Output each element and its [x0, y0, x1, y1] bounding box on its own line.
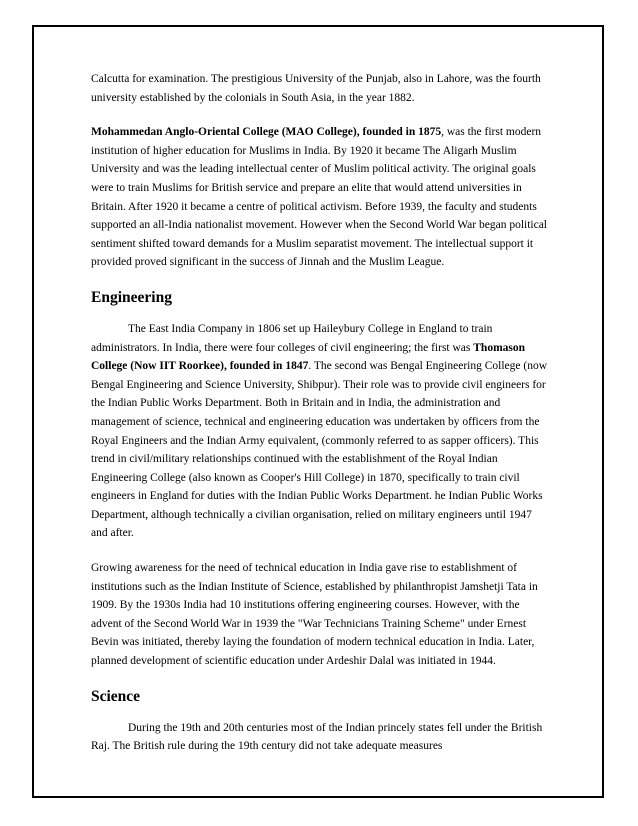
mao-college-text: , was the first modern institution of higher education for Muslims in India. By 1920 it became The Aligarh Muslim University and was the leading intellectual center of Muslim political activity. The original goals were to train Muslims for British service and prepare an elite that would attend universities in Britain. After 1920 it became a centre of political activism. Before 1939, the faculty and students supported an all-India nationalist movement. However when the Second World War began political sentiment shifted toward demands for a Muslim separatist movement. The intellectual support it provided proved significant in the success of Jinnah and the Muslim League. [91, 126, 548, 269]
paragraph-punjab-university: Calcutta for examination. The prestigious University of the Punjab, also in Lahore, was the fourth university established by the colonials in South Asia, in the year 1882. [91, 73, 541, 104]
heading-engineering: Engineering [91, 288, 172, 306]
heading-science: Science [91, 687, 141, 705]
paragraph-technical-education: Growing awareness for the need of technical education in India gave rise to establishment of institutions such as the Indian Institute of Science, established by philanthropist Jamshetji Tata in 1909. By the 1930s India had 10 institutions offering engineering courses. However, with the advent of the Second World War in 1939 the "War Technicians Training Scheme" under Ernest Bevin was initiated, thereby laying the foundation of modern technical education in India. Later, planned development of scientific education under Ardeshir Dalal was initiated in 1944. [91, 562, 538, 668]
paragraph-mao-college [91, 123, 551, 272]
paragraph-engineering-colleges [91, 320, 551, 543]
mao-college-bold-text: Mohammedan Anglo-Oriental College (MAO College), founded in 1875 [91, 126, 442, 139]
paragraph-science: During the 19th and 20th centuries most of the Indian princely states fell under the British Raj. The British rule during the 19th century did not take adequate measures [91, 721, 543, 753]
engineering-text-b: . The second was Bengal Engineering College (now Bengal Engineering and Science University, Shibpur). Their role was to provide civil engineers for the Indian Public Works Department. Both in Britain and in India, the administration and management of science, technical and engineering education was undertaken by officers from the Royal Engineers and the Indian Army equivalent, (commonly referred to as sapper officers). This trend in civil/military relationships continued with the establishment of the Royal Indian Engineering College (also known as Cooper's Hill College) in 1870, specifically to train civil engineers in England for duties with the Indian Public Works Department. he Indian Public Works Department, although technically a civilian organisation, relied on military engineers until 1947 and after. [91, 360, 548, 540]
document-body [91, 70, 551, 756]
thomason-college-bold-text: Thomason College (Now IIT Roorkee), founded in 1847 [91, 341, 526, 373]
engineering-text-a: The East India Company in 1806 set up Haileybury College in England to train administrators. In India, there were four colleges of civil engineering; the first was [91, 322, 493, 354]
